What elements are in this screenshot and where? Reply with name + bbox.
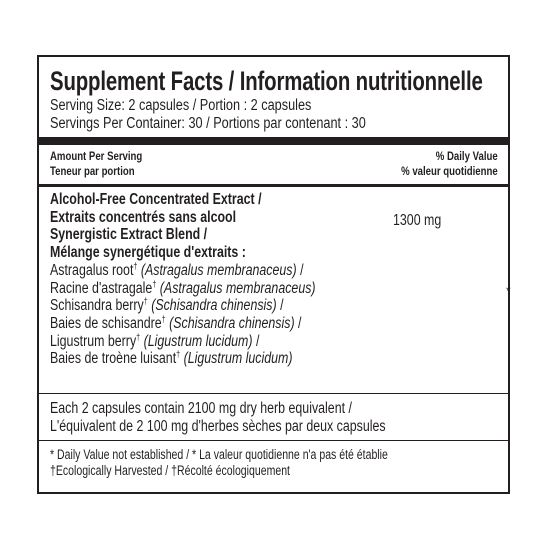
blend-item-common-name: Astragalus root — [50, 261, 134, 279]
blend-item-latin-name: (Ligustrum lucidum) — [143, 332, 253, 350]
blend-name-en: Synergistic Extract Blend / — [50, 226, 208, 244]
serving-size: Serving Size: 2 capsules / Portion : 2 capsules — [50, 97, 312, 114]
blend-item — [50, 297, 408, 315]
column-header — [50, 148, 498, 184]
ecologically-harvested-mark: † — [161, 313, 166, 324]
dv-header-fr: % valeur quotidienne — [401, 164, 498, 178]
blend-item-common-name: Baies de schisandre — [50, 314, 162, 332]
blend-item-common-name: Schisandra berry — [50, 297, 144, 315]
equivalent-fr: L'équivalent de 2 100 mg d'herbes sèches par deux capsules — [50, 417, 386, 435]
ecologically-harvested-mark: † — [143, 296, 148, 307]
servings-per-container: Servings Per Container: 30 / Portions par contenant : 30 — [50, 115, 366, 132]
ecologically-harvested-mark: † — [136, 331, 141, 342]
ingredient-section — [50, 187, 511, 393]
footnote-daily-value: * Daily Value not established / * La valeur quotidienne n'a pas été établie — [50, 447, 388, 462]
extract-name-fr: Extraits concentrés sans alcool — [50, 208, 237, 226]
footnote-harvest: †Ecologically Harvested / †Récolté écologiquement — [50, 463, 290, 478]
blend-item-latin-name: (Astragalus membranaceus) — [140, 261, 297, 279]
blend-daily-value-mark: * — [506, 284, 511, 298]
blend-item-separator: / — [276, 297, 284, 315]
blend-item-separator: / — [252, 332, 260, 350]
footnotes — [50, 441, 498, 479]
blend-item-latin-name: (Ligustrum lucidum) — [183, 350, 293, 368]
daily-value-header — [401, 149, 498, 179]
ecologically-harvested-mark: † — [152, 278, 157, 289]
dv-header-en: % Daily Value — [436, 149, 498, 163]
equivalent-en: Each 2 capsules contain 2100 mg dry herb equivalent / — [50, 400, 352, 417]
blend-item — [50, 333, 408, 351]
blend-name-fr: Mélange synergétique d'extraits : — [50, 244, 246, 262]
blend-item-common-name: Racine d'astragale — [50, 279, 153, 297]
blend-item — [50, 350, 408, 368]
blend-item-common-name: Baies de troène luisant — [50, 350, 177, 368]
amount-header-fr: Teneur par portion — [50, 164, 135, 178]
blend-item-latin-name: (Schisandra chinensis) — [169, 314, 295, 332]
thick-divider — [39, 137, 508, 145]
ecologically-harvested-mark: † — [133, 260, 138, 271]
blend-item — [50, 315, 408, 333]
amount-per-serving-header — [50, 149, 142, 179]
blend-item-separator: / — [294, 314, 302, 332]
equivalent-section — [50, 394, 498, 440]
supplement-facts-panel — [37, 55, 510, 494]
blend-item — [50, 262, 408, 280]
amount-header-en: Amount Per Serving — [50, 149, 143, 163]
blend-item-latin-name: (Astragalus membranaceus) — [159, 279, 316, 297]
blend-item-separator: / — [296, 261, 304, 279]
blend-item-latin-name: (Schisandra chinensis) — [151, 297, 277, 315]
blend-item — [50, 280, 408, 298]
ecologically-harvested-mark: † — [176, 349, 181, 360]
blend-items-list — [50, 262, 498, 368]
panel-title: Supplement Facts / Information nutritionnelle — [50, 66, 483, 96]
blend-item-common-name: Ligustrum berry — [50, 332, 137, 350]
extract-amount: 1300 mg — [393, 212, 442, 229]
extract-name-en: Alcohol-Free Concentrated Extract / — [50, 191, 262, 208]
